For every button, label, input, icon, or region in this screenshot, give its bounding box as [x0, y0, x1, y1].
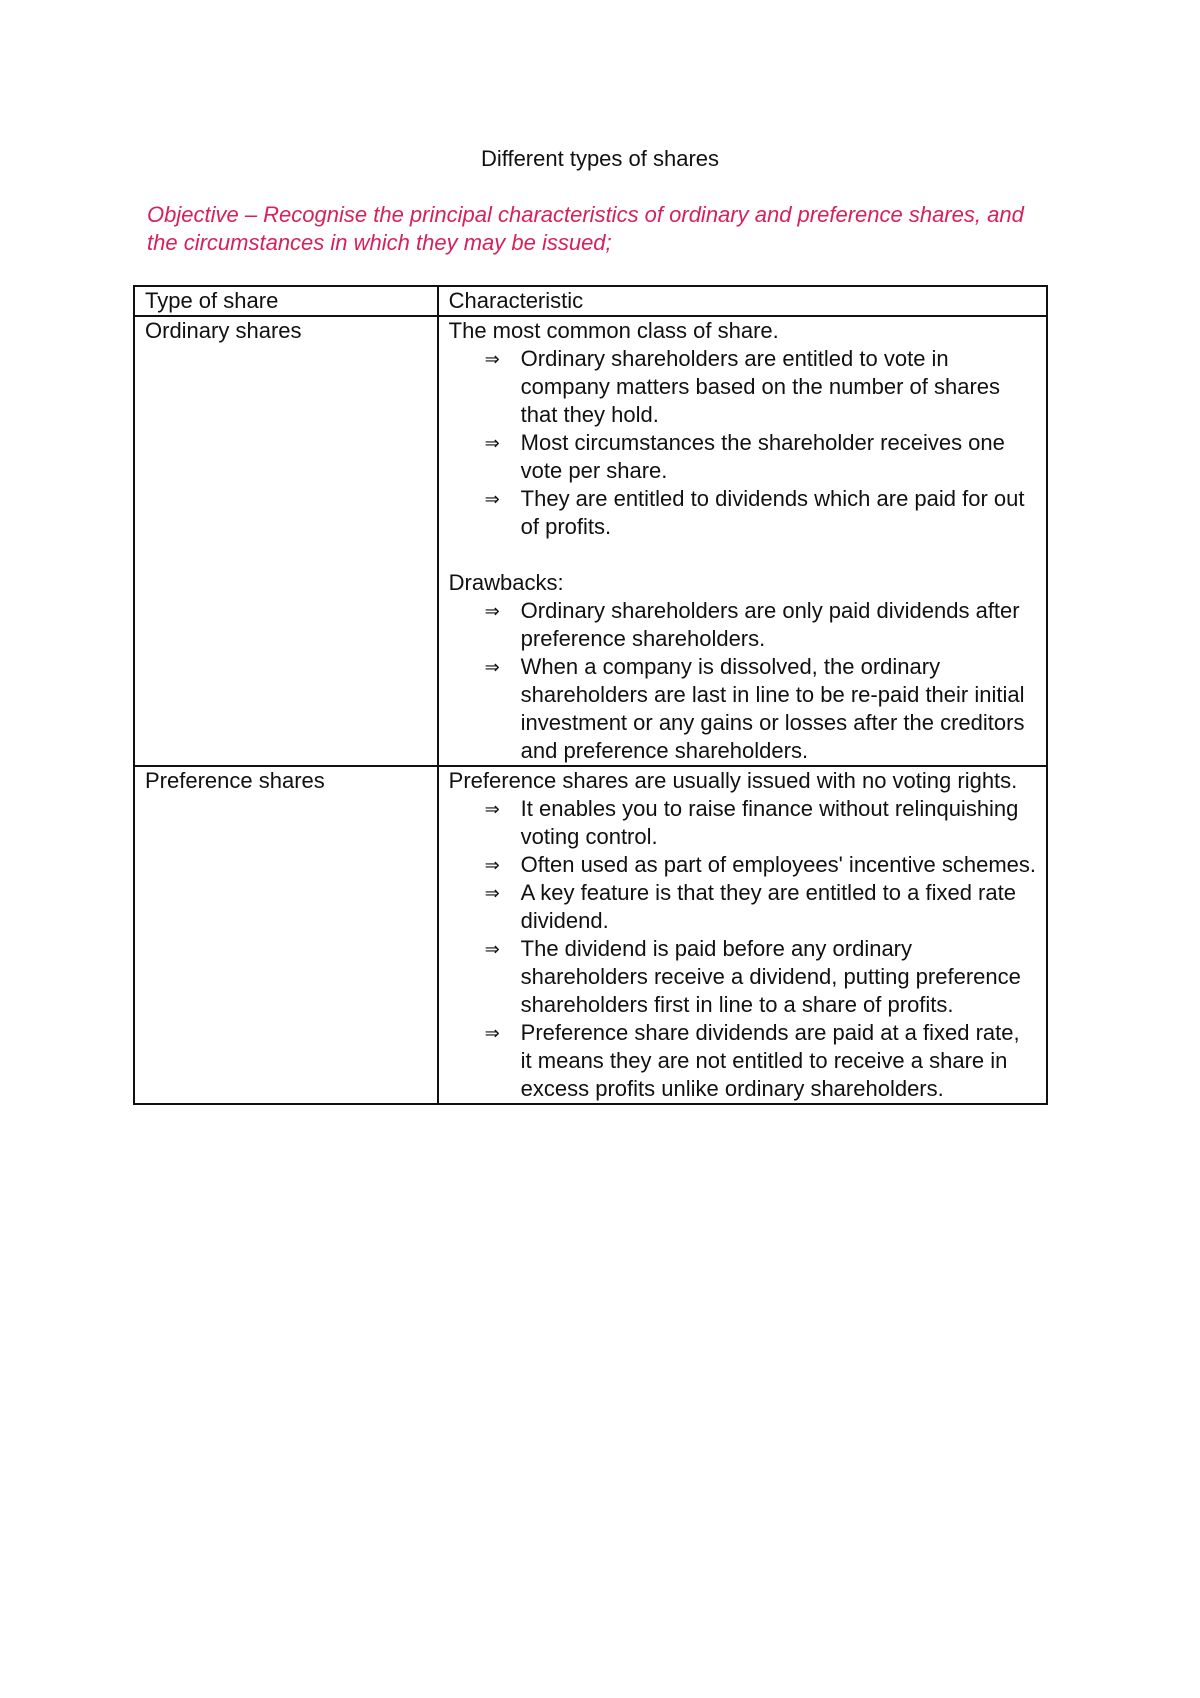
drawbacks-bullet-list — [449, 597, 1036, 765]
table-row-ordinary — [134, 316, 1047, 766]
list-item: ⇒ They are entitled to dividends which are paid for out of profits. — [484, 486, 1025, 539]
preference-bullet-list — [449, 795, 1036, 1103]
double-arrow-icon: ⇒ — [484, 855, 500, 875]
preference-characteristic-cell — [438, 766, 1047, 1104]
list-item: ⇒ It enables you to raise finance without relinquishing voting control. — [484, 796, 1019, 849]
double-arrow-icon: ⇒ — [484, 601, 500, 621]
double-arrow-icon: ⇒ — [484, 489, 500, 509]
header-type-of-share: Type of share — [134, 286, 438, 316]
list-item: ⇒ A key feature is that they are entitled to a fixed rate dividend. — [484, 880, 1016, 933]
list-item: ⇒ Most circumstances the shareholder receives one vote per share. — [484, 430, 1005, 483]
document-title: Different types of shares — [480, 146, 720, 171]
list-item: ⇒ When a company is dissolved, the ordinary shareholders are last in line to be re-paid their initial investment or any gains or losses after the creditors and preference shareholders. — [484, 654, 1025, 763]
list-item: ⇒ Preference share dividends are paid at a fixed rate, it means they are not entitled to receive a share in excess profits unlike ordinary shareholders. — [484, 1020, 1020, 1101]
list-item: ⇒ Often used as part of employees' incentive schemes. — [484, 852, 1037, 877]
list-item: ⇒ Ordinary shareholders are entitled to vote in company matters based on the number of shares that they hold. — [484, 346, 1001, 427]
spacer — [449, 541, 1036, 569]
ordinary-intro: The most common class of share. — [448, 318, 779, 343]
double-arrow-icon: ⇒ — [484, 1023, 500, 1043]
shares-table — [133, 285, 1048, 1105]
double-arrow-icon: ⇒ — [484, 349, 500, 369]
ordinary-type-cell: Ordinary shares — [134, 316, 438, 766]
double-arrow-icon: ⇒ — [484, 657, 500, 677]
preference-type-cell: Preference shares — [134, 766, 438, 1104]
double-arrow-icon: ⇒ — [484, 939, 500, 959]
preference-intro: Preference shares are usually issued with no voting rights. — [448, 768, 1018, 793]
objective-text: Objective – Recognise the principal characteristics of ordinary and preference shares, and the circumstances in which they may be issued; — [147, 202, 1024, 255]
ordinary-characteristic-cell — [438, 316, 1047, 766]
header-characteristic: Characteristic — [438, 286, 1047, 316]
list-item: ⇒ The dividend is paid before any ordinary shareholders receive a dividend, putting preference shareholders first in line to a share of profits. — [484, 936, 1021, 1017]
double-arrow-icon: ⇒ — [484, 799, 500, 819]
table-header-row — [134, 286, 1047, 316]
drawbacks-label: Drawbacks: — [448, 570, 564, 595]
double-arrow-icon: ⇒ — [484, 883, 500, 903]
table-row-preference — [134, 766, 1047, 1104]
double-arrow-icon: ⇒ — [484, 433, 500, 453]
ordinary-bullet-list — [449, 345, 1036, 541]
list-item: ⇒ Ordinary shareholders are only paid dividends after preference shareholders. — [484, 598, 1020, 651]
